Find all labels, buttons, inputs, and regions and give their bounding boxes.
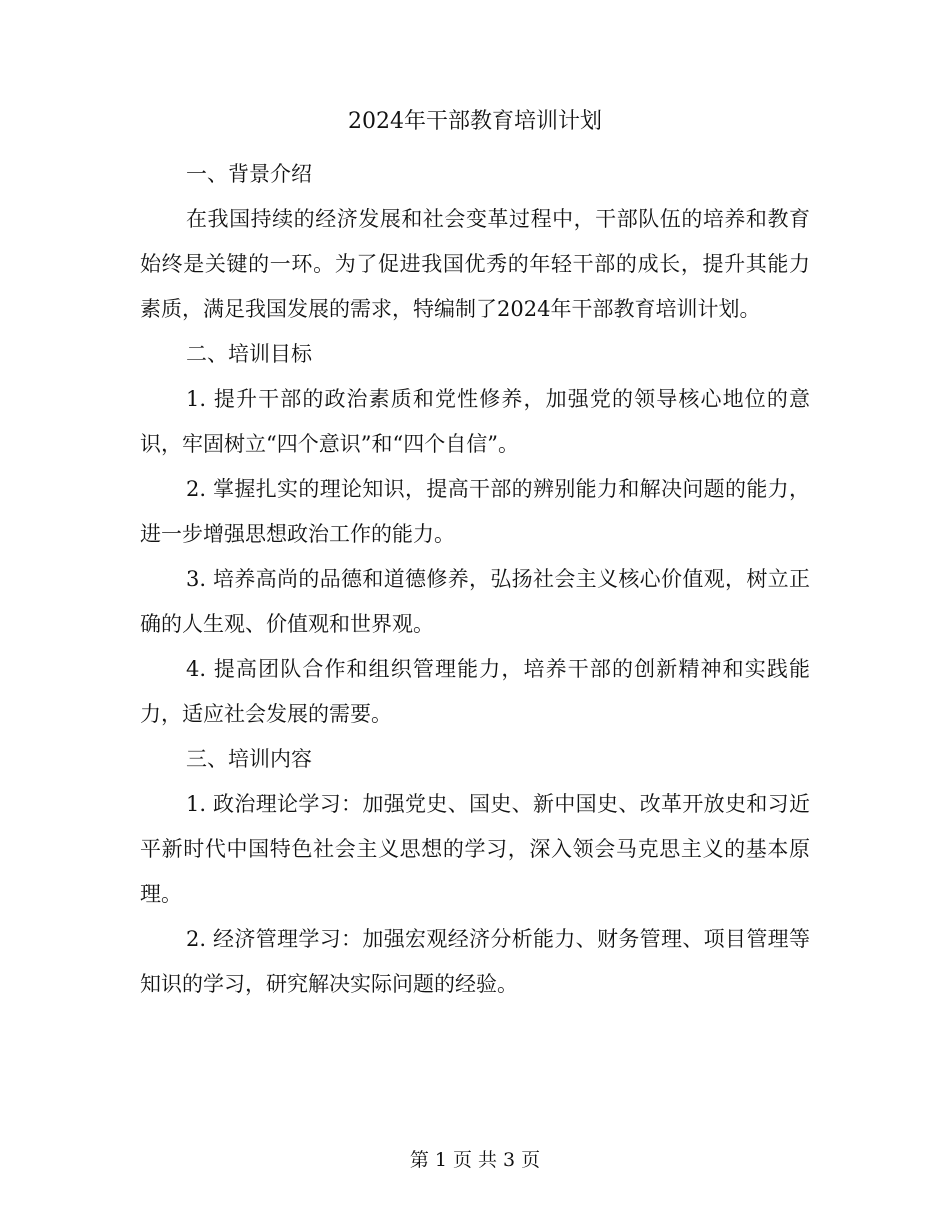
section-content bbox=[140, 737, 810, 1007]
section-background bbox=[140, 152, 810, 332]
list-item: 2. 掌握扎实的理论知识，提高干部的辨别能力和解决问题的能力，进一步增强思想政治工作的能力。 bbox=[140, 477, 810, 546]
list-item: 1. 提升干部的政治素质和党性修养，加强党的领导核心地位的意识，牢固树立“四个意识”和“四个自信”。 bbox=[140, 387, 810, 456]
document-body bbox=[140, 152, 810, 1007]
list-item: 2. 经济管理学习：加强宏观经济分析能力、财务管理、项目管理等知识的学习，研究解决实际问题的经验。 bbox=[140, 927, 810, 996]
list-item: 1. 政治理论学习：加强党史、国史、新中国史、改革开放史和习近平新时代中国特色社会主义思想的学习，深入领会马克思主义的基本原理。 bbox=[140, 792, 810, 906]
paragraph: 在我国持续的经济发展和社会变革过程中，干部队伍的培养和教育始终是关键的一环。为了促进我国优秀的年轻干部的成长，提升其能力素质，满足我国发展的需求，特编制了2024年干部教育培训计划。 bbox=[140, 207, 810, 321]
page-number-footer: 第 1 页 共 3 页 bbox=[409, 1149, 541, 1171]
section-heading: 一、背景介绍 bbox=[186, 162, 312, 186]
list-item: 3. 培养高尚的品德和道德修养，弘扬社会主义核心价值观，树立正确的人生观、价值观和世界观。 bbox=[140, 567, 810, 636]
document-title: 2024年干部教育培训计划 bbox=[348, 109, 602, 134]
section-goals bbox=[140, 332, 810, 737]
list-item: 4. 提高团队合作和组织管理能力，培养干部的创新精神和实践能力，适应社会发展的需要。 bbox=[140, 657, 810, 726]
section-heading: 三、培训内容 bbox=[186, 747, 312, 771]
section-heading: 二、培训目标 bbox=[186, 342, 312, 366]
